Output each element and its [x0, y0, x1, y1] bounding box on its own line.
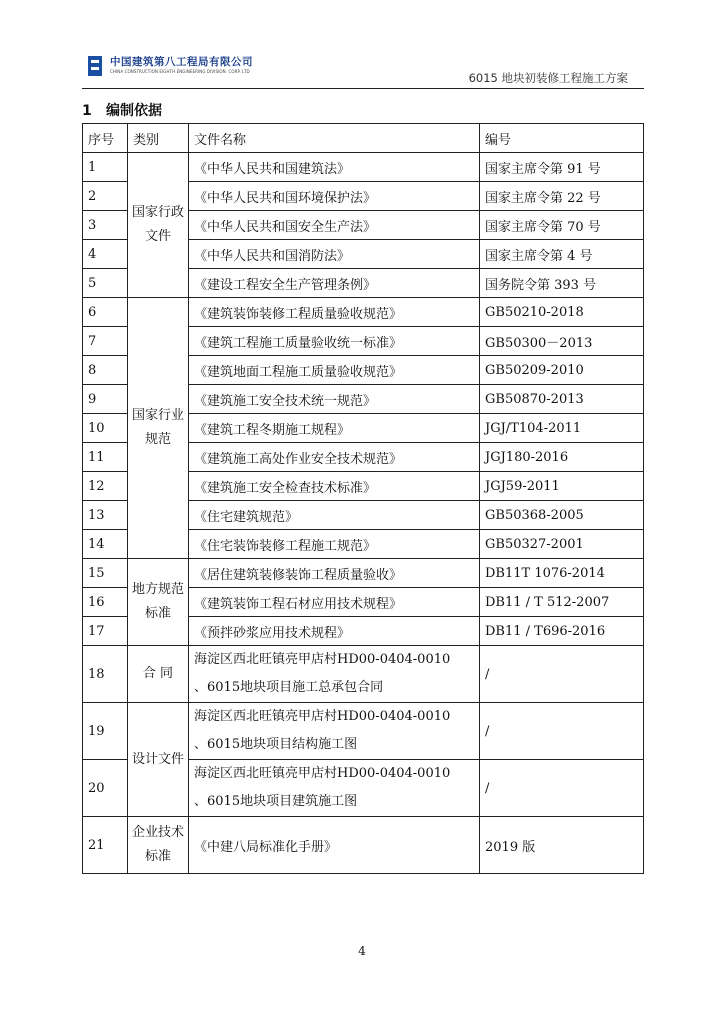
category-cell: 国家行政文件 — [128, 153, 189, 298]
row-file-name: 《建筑施工安全检查技术标准》 — [189, 472, 480, 501]
row-no: 10 — [83, 414, 128, 443]
row-code: GB50210-2018 — [480, 298, 644, 327]
row-file-name: 《建筑施工高处作业安全技术规范》 — [189, 443, 480, 472]
row-file-name: 《建筑工程冬期施工规程》 — [189, 414, 480, 443]
table-row — [83, 646, 644, 703]
file-name-line: 海淀区西北旺镇亮甲店村HD00-0404-0010 — [194, 709, 451, 724]
row-file-name: 《中华人民共和国安全生产法》 — [189, 211, 480, 240]
table-row — [83, 153, 644, 182]
table-header-row — [83, 124, 644, 153]
row-code: 国家主席令第 91 号 — [480, 153, 644, 182]
row-file-name: 《建筑工程施工质量验收统一标准》 — [189, 327, 480, 356]
table-row — [83, 559, 644, 588]
basis-table — [82, 123, 644, 874]
section-title: 编制依据 — [106, 103, 162, 119]
row-file-name: 《居住建筑装修装饰工程质量验收》 — [189, 559, 480, 588]
row-no: 18 — [83, 646, 128, 703]
section-heading — [82, 100, 162, 120]
table-row — [83, 817, 644, 874]
company-name-cn: 中国建筑第八工程局有限公司 — [110, 56, 253, 68]
row-no: 1 — [83, 153, 128, 182]
document-title: 6015 地块初装修工程施工方案 — [468, 71, 628, 85]
file-name-line: 海淀区西北旺镇亮甲店村HD00-0404-0010 — [194, 766, 451, 781]
table-row — [83, 703, 644, 760]
row-code: JGJ180-2016 — [480, 443, 644, 472]
row-file-name: 《建筑地面工程施工质量验收规范》 — [189, 356, 480, 385]
row-file-name: 《住宅装饰装修工程施工规范》 — [189, 530, 480, 559]
row-code: 国家主席令第 70 号 — [480, 211, 644, 240]
file-name-line: 海淀区西北旺镇亮甲店村HD00-0404-0010 — [194, 652, 451, 667]
file-name-line: 、6015地块项目结构施工图 — [194, 737, 358, 752]
company-logo-icon — [88, 56, 102, 76]
file-name-line: 、6015地块项目建筑施工图 — [194, 794, 358, 809]
row-file-name: 《住宅建筑规范》 — [189, 501, 480, 530]
row-no: 21 — [83, 817, 128, 874]
company-logo — [88, 54, 278, 80]
row-no: 14 — [83, 530, 128, 559]
row-code: / — [480, 646, 644, 703]
row-code: GB50368-2005 — [480, 501, 644, 530]
row-no: 2 — [83, 182, 128, 211]
category-cell: 企业技术标准 — [128, 817, 189, 874]
row-code: GB50327-2001 — [480, 530, 644, 559]
header-code: 编号 — [480, 124, 644, 153]
row-no: 16 — [83, 588, 128, 617]
company-name-en: CHINA CONSTRUCTION EIGHTH ENGINEERING DIVISION. CORP. LTD — [110, 69, 250, 74]
header-divider — [82, 88, 644, 89]
row-code: JGJ59-2011 — [480, 472, 644, 501]
category-cell: 设计文件 — [128, 703, 189, 817]
row-code: / — [480, 703, 644, 760]
row-no: 6 — [83, 298, 128, 327]
category-cell: 合 同 — [128, 646, 189, 703]
row-code: DB11 / T696-2016 — [480, 617, 644, 646]
row-file-name — [189, 760, 480, 817]
category-cell: 地方规范标准 — [128, 559, 189, 646]
row-file-name: 《中华人民共和国消防法》 — [189, 240, 480, 269]
row-code: 国务院令第 393 号 — [480, 269, 644, 298]
row-code: DB11 / T 512-2007 — [480, 588, 644, 617]
row-file-name: 《预拌砂浆应用技术规程》 — [189, 617, 480, 646]
category-cell: 国家行业规范 — [128, 298, 189, 559]
page-number: 4 — [358, 944, 366, 958]
section-number: 1 — [82, 103, 92, 119]
row-file-name — [189, 646, 480, 703]
file-name-line: 、6015地块项目施工总承包合同 — [194, 680, 384, 695]
row-no: 15 — [83, 559, 128, 588]
row-code: / — [480, 760, 644, 817]
row-no: 4 — [83, 240, 128, 269]
row-code: GB50300－2013 — [480, 327, 644, 356]
row-code: GB50870-2013 — [480, 385, 644, 414]
row-code: 2019 版 — [480, 817, 644, 874]
row-no: 9 — [83, 385, 128, 414]
header-category: 类别 — [128, 124, 189, 153]
row-file-name — [189, 703, 480, 760]
row-code: JGJ/T104-2011 — [480, 414, 644, 443]
row-file-name: 《建筑装饰装修工程质量验收规范》 — [189, 298, 480, 327]
row-file-name: 《中建八局标准化手册》 — [189, 817, 480, 874]
row-no: 12 — [83, 472, 128, 501]
row-no: 3 — [83, 211, 128, 240]
row-no: 5 — [83, 269, 128, 298]
row-file-name: 《建设工程安全生产管理条例》 — [189, 269, 480, 298]
row-file-name: 《中华人民共和国建筑法》 — [189, 153, 480, 182]
header-no: 序号 — [83, 124, 128, 153]
row-file-name: 《建筑施工安全技术统一规范》 — [189, 385, 480, 414]
row-code: 国家主席令第 22 号 — [480, 182, 644, 211]
row-file-name: 《中华人民共和国环境保护法》 — [189, 182, 480, 211]
header-file-name: 文件名称 — [189, 124, 480, 153]
row-no: 11 — [83, 443, 128, 472]
row-no: 7 — [83, 327, 128, 356]
row-code: DB11T 1076-2014 — [480, 559, 644, 588]
row-no: 17 — [83, 617, 128, 646]
row-no: 8 — [83, 356, 128, 385]
row-file-name: 《建筑装饰工程石材应用技术规程》 — [189, 588, 480, 617]
row-no: 13 — [83, 501, 128, 530]
row-no: 19 — [83, 703, 128, 760]
table-row — [83, 298, 644, 327]
row-code: 国家主席令第 4 号 — [480, 240, 644, 269]
row-code: GB50209-2010 — [480, 356, 644, 385]
row-no: 20 — [83, 760, 128, 817]
